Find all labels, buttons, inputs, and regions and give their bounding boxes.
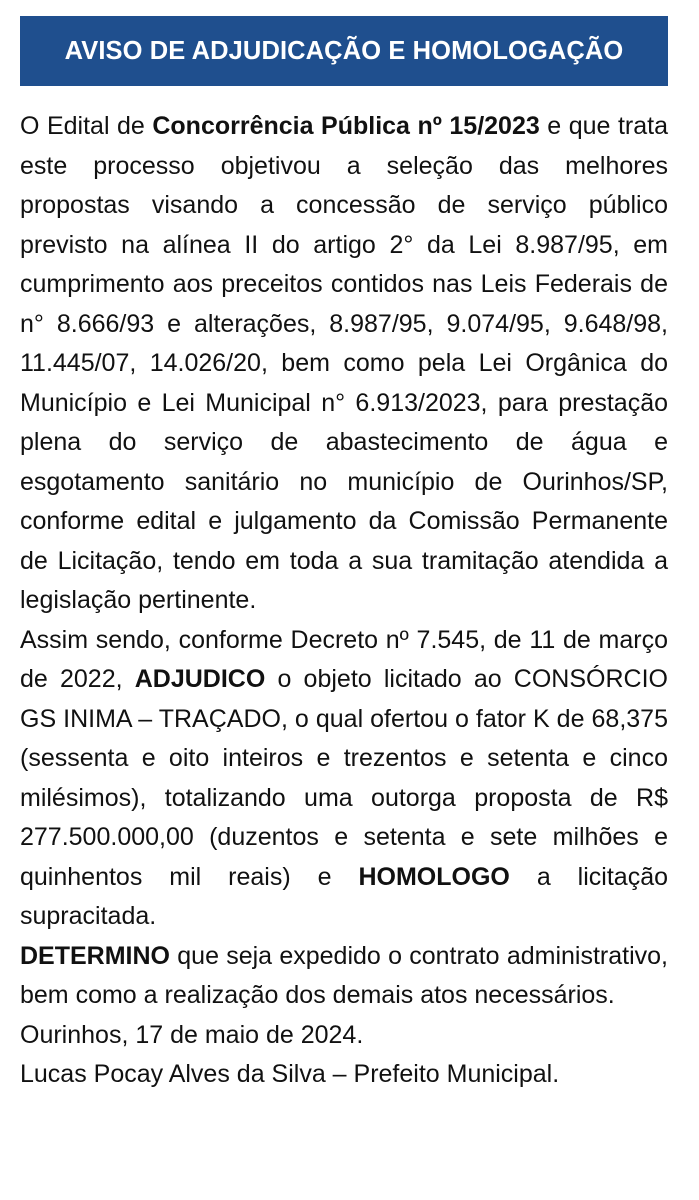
signature: Lucas Pocay Alves da Silva – Prefeito Municipal. (20, 1060, 560, 1088)
paragraph-adjudicacao (20, 621, 668, 937)
paragraph-adjudicacao-end: a licitação supracitada. (20, 862, 668, 930)
notice-body (20, 107, 668, 1095)
paragraph-edital-intro: O Edital de (20, 112, 153, 140)
paragraph-edital (20, 107, 668, 621)
determino-keyword: DETERMINO (20, 941, 170, 970)
adjudico-keyword: ADJUDICO (134, 665, 266, 693)
title-bar (20, 16, 668, 86)
paragraph-determino-text: que seja expedido o contrato administrativo, bem como a realização dos demais atos necessários. (20, 941, 668, 1009)
paragraph-determino (20, 937, 668, 1016)
homologo-keyword: HOMOLOGO (358, 862, 510, 891)
concorrencia-reference: Concorrência Pública nº 15/2023 (152, 112, 540, 140)
place-date: Ourinhos, 17 de maio de 2024. (20, 1020, 364, 1049)
paragraph-adjudicacao-intro: Assim sendo, conforme Decreto nº 7.545, de 11 de março de 2022, (20, 625, 668, 693)
notice-title: AVISO DE ADJUDICAÇÃO E HOMOLOGAÇÃO (64, 36, 624, 65)
paragraph-edital-text: e que trata este processo objetivou a seleção das melhores propostas visando a concessão de serviço público previsto na alínea II do artigo 2° da Lei 8.987/95, em cumprimento aos preceitos contidos nas Leis Federais de n° 8.666/93 e alterações, 8.987/95, 9.074/95, 9.648/98, 11.445/07, 14.026/20, bem como pela Lei Orgânica do Município e Lei Municipal n° 6.913/2023, para prestação plena do serviço de abastecimento de água e esgotamento sanitário no município de Ourinhos/SP, conforme edital e julgamento da Comissão Permanente de Licitação, tendo em toda a sua tramitação atendida a legislação pertinente. (20, 112, 668, 614)
paragraph-adjudicacao-middle: o objeto licitado ao CONSÓRCIO GS INIMA – TRAÇADO, o qual ofertou o fator K de 68,375 (sessenta e oito inteiros e trezentos e setenta e cinco milésimos), totalizando uma outorga proposta de R$ 277.500.000,00 (duzentos e setenta e sete milhões e quinhentos mil reais) e (20, 665, 668, 891)
notice (20, 16, 668, 1095)
